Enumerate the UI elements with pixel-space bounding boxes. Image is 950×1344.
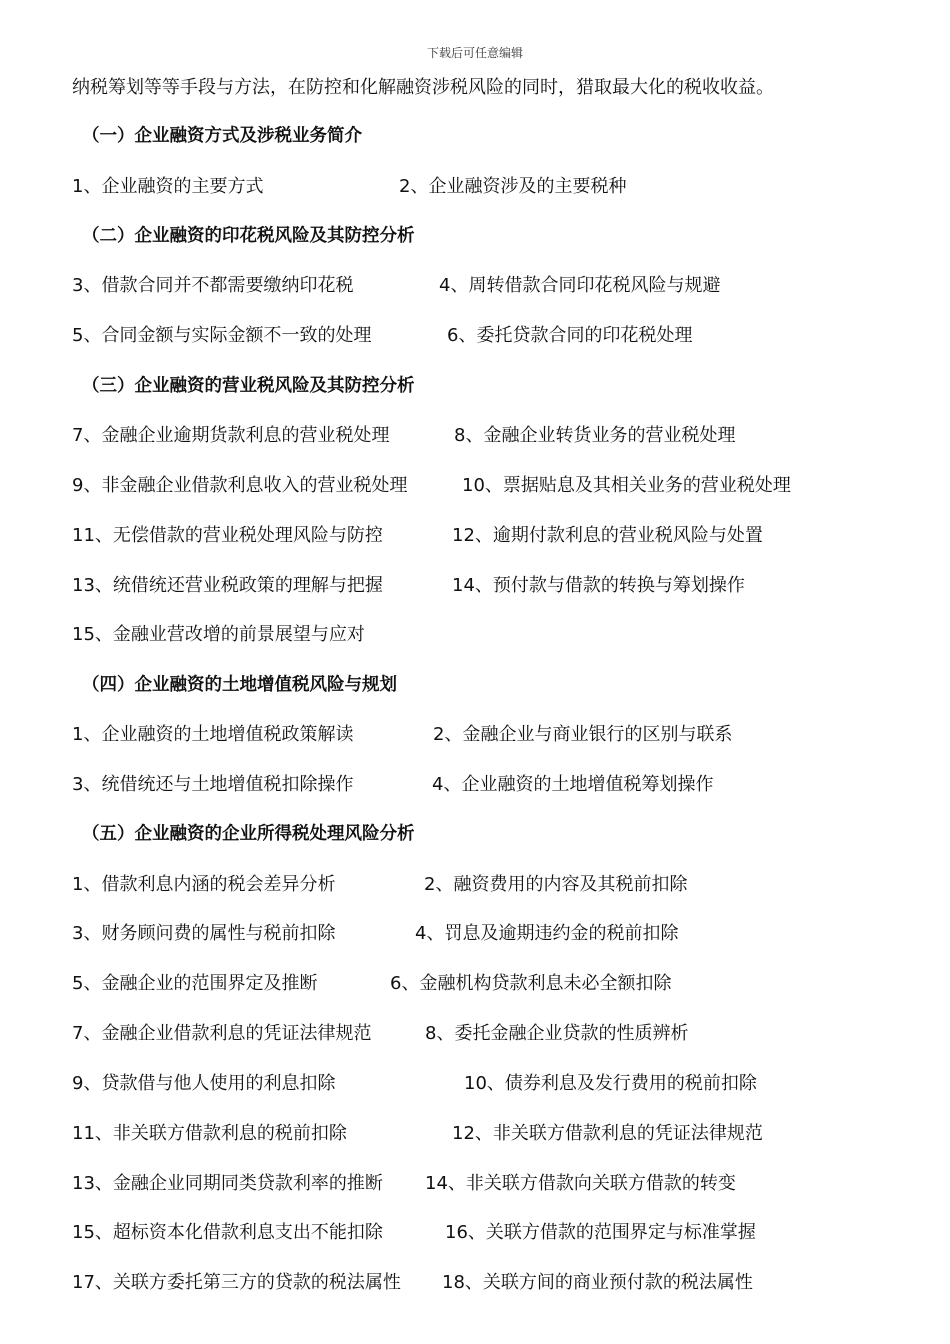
outline-item-left: 11、非关联方借款利息的税前扣除 xyxy=(72,1122,347,1144)
outline-item-row xyxy=(72,708,912,758)
outline-item-row xyxy=(72,1207,912,1257)
outline-item-row xyxy=(72,1157,912,1207)
outline-item-right: 4、企业融资的土地增值税筹划操作 xyxy=(432,773,714,795)
outline-item-left: 1、企业融资的土地增值税政策解读 xyxy=(72,724,354,746)
outline-item-right: 8、金融企业转货业务的营业税处理 xyxy=(454,424,736,446)
outline-item-row xyxy=(72,1256,912,1306)
outline-item-row xyxy=(72,160,912,210)
outline-item-left: 9、贷款借与他人使用的利息扣除 xyxy=(72,1072,336,1094)
outline-item-right: 10、票据贴息及其相关业务的营业税处理 xyxy=(462,474,791,496)
outline-item-left: 1、企业融资的主要方式 xyxy=(72,175,264,197)
section-heading: （三）企业融资的营业税风险及其防控分析 xyxy=(82,375,415,396)
outline-item-right: 4、周转借款合同印花税风险与规避 xyxy=(439,275,721,297)
outline-item-right: 6、委托贷款合同的印花税处理 xyxy=(447,325,693,347)
outline-item-right: 6、金融机构贷款利息未必全额扣除 xyxy=(390,973,672,995)
page-header-note: 下载后可任意编辑 xyxy=(426,46,523,60)
outline-item-left: 13、统借统还营业税政策的理解与把握 xyxy=(72,574,383,596)
outline-item-left: 1、借款利息内涵的税会差异分析 xyxy=(72,873,336,895)
outline-item-left: 3、财务顾问费的属性与税前扣除 xyxy=(72,923,336,945)
outline-item-right: 10、债券利息及发行费用的税前扣除 xyxy=(464,1072,757,1094)
outline-item-right: 8、委托金融企业贷款的性质辨析 xyxy=(425,1023,689,1045)
outline-item-right: 12、非关联方借款利息的凭证法律规范 xyxy=(452,1122,763,1144)
outline-list xyxy=(72,110,912,1306)
outline-item-row xyxy=(72,908,912,958)
outline-item-right: 14、预付款与借款的转换与筹划操作 xyxy=(452,574,745,596)
outline-item-row xyxy=(72,260,912,310)
outline-item-right: 2、企业融资涉及的主要税种 xyxy=(399,175,627,197)
section-heading: （二）企业融资的印花税风险及其防控分析 xyxy=(82,226,415,247)
outline-item-right: 14、非关联方借款向关联方借款的转变 xyxy=(425,1172,736,1194)
outline-item-row xyxy=(72,1057,912,1107)
outline-item-left: 7、金融企业逾期货款利息的营业税处理 xyxy=(72,424,390,446)
outline-item-row xyxy=(72,858,912,908)
outline-item-left: 3、统借统还与土地增值税扣除操作 xyxy=(72,773,354,795)
outline-item-right: 16、关联方借款的范围界定与标准掌握 xyxy=(445,1222,756,1244)
outline-item-row xyxy=(72,459,912,509)
intro-paragraph: 纳税筹划等等手段与方法，在防控和化解融资涉税风险的同时，猎取最大化的税收收益。 xyxy=(72,77,774,98)
outline-item-left: 5、金融企业的范围界定及推断 xyxy=(72,973,318,995)
outline-item-right: 2、金融企业与商业银行的区别与联系 xyxy=(433,724,733,746)
outline-item-row xyxy=(72,957,912,1007)
outline-item-row xyxy=(72,509,912,559)
outline-item: 15、金融业营改增的前景展望与应对 xyxy=(72,624,365,646)
outline-item-right: 18、关联方间的商业预付款的税法属性 xyxy=(442,1272,753,1294)
outline-item-left: 17、关联方委托第三方的贷款的税法属性 xyxy=(72,1272,401,1294)
outline-item-row xyxy=(72,309,912,359)
outline-item-left: 3、借款合同并不都需要缴纳印花税 xyxy=(72,275,354,297)
outline-item-row xyxy=(72,1007,912,1057)
outline-item-right: 12、逾期付款利息的营业税风险与处置 xyxy=(452,524,763,546)
outline-item-row xyxy=(72,758,912,808)
outline-item-row xyxy=(72,559,912,609)
outline-item-row xyxy=(72,1107,912,1157)
outline-item-left: 7、金融企业借款利息的凭证法律规范 xyxy=(72,1023,372,1045)
outline-item-row xyxy=(72,409,912,459)
section-heading: （四）企业融资的土地增值税风险与规划 xyxy=(82,674,397,695)
section-heading: （五）企业融资的企业所得税处理风险分析 xyxy=(82,824,415,845)
outline-item-right: 4、罚息及逾期违约金的税前扣除 xyxy=(415,923,679,945)
outline-item-left: 15、超标资本化借款利息支出不能扣除 xyxy=(72,1222,383,1244)
outline-item-left: 13、金融企业同期同类贷款利率的推断 xyxy=(72,1172,383,1194)
section-heading: （一）企业融资方式及涉税业务简介 xyxy=(82,126,362,147)
outline-item-left: 9、非金融企业借款利息收入的营业税处理 xyxy=(72,474,408,496)
outline-item-left: 11、无偿借款的营业税处理风险与防控 xyxy=(72,524,383,546)
outline-item-left: 5、合同金额与实际金额不一致的处理 xyxy=(72,325,372,347)
outline-item-right: 2、融资费用的内容及其税前扣除 xyxy=(424,873,688,895)
